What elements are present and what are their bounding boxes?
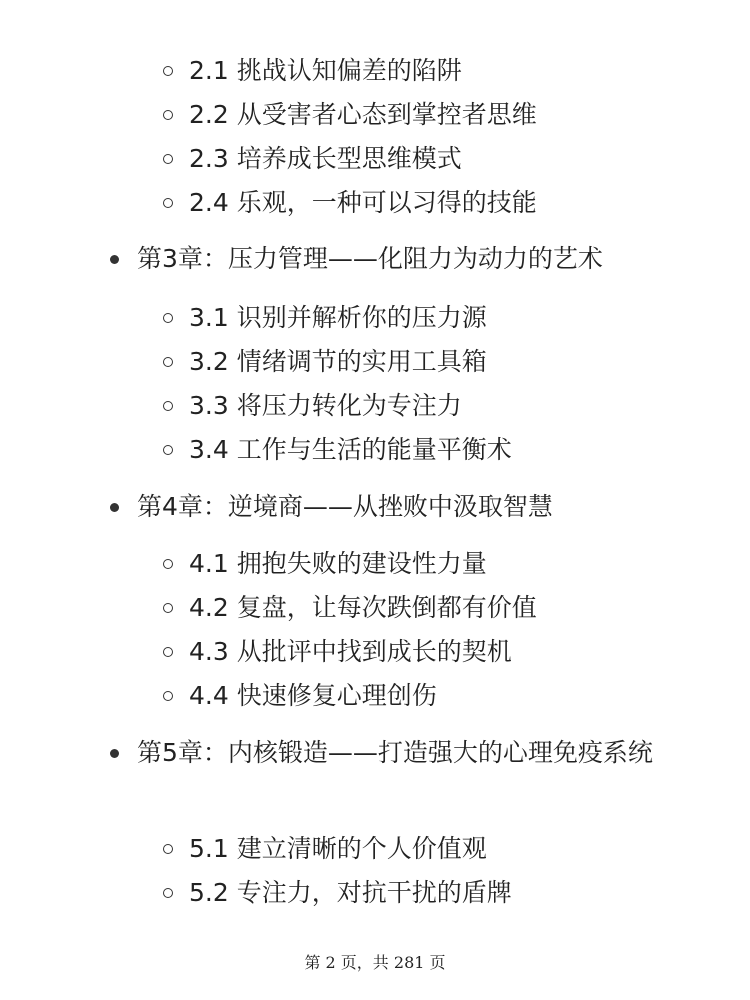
toc-subsection-label: 4.1 拥抱失败的建设性力量 — [189, 549, 487, 578]
toc-subsection-label: 3.1 识别并解析你的压力源 — [189, 303, 487, 332]
hollow-bullet-icon — [163, 603, 173, 613]
toc-subsection-label: 5.2 专注力，对抗干扰的盾牌 — [189, 878, 512, 907]
hollow-bullet-icon — [163, 110, 173, 120]
hollow-bullet-icon — [163, 844, 173, 854]
toc-subsection-2-3 — [163, 142, 462, 176]
toc-subsection-5-2 — [163, 876, 512, 910]
toc-subsection-4-4 — [163, 679, 437, 713]
toc-subsection-3-3 — [163, 389, 462, 423]
toc-subsection-2-1 — [163, 54, 462, 88]
toc-subsection-label: 2.2 从受害者心态到掌控者思维 — [189, 100, 537, 129]
toc-chapter-label: 第3章：压力管理——化阻力为动力的艺术 — [137, 244, 603, 273]
hollow-bullet-icon — [163, 647, 173, 657]
hollow-bullet-icon — [163, 888, 173, 898]
toc-subsection-label: 2.4 乐观，一种可以习得的技能 — [189, 188, 537, 217]
toc-subsection-label: 3.3 将压力转化为专注力 — [189, 391, 462, 420]
hollow-bullet-icon — [163, 445, 173, 455]
filled-bullet-icon — [110, 503, 119, 512]
toc-subsection-label: 2.3 培养成长型思维模式 — [189, 144, 462, 173]
toc-subsection-2-4 — [163, 186, 537, 220]
toc-chapter-3 — [110, 242, 667, 280]
toc-subsection-4-3 — [163, 635, 512, 669]
toc-chapter-label: 第5章：内核锻造——打造强大的心理免疫系统 — [137, 738, 653, 767]
toc-subsection-label: 2.1 挑战认知偏差的陷阱 — [189, 56, 462, 85]
hollow-bullet-icon — [163, 154, 173, 164]
toc-subsection-4-2 — [163, 591, 537, 625]
toc-subsection-label: 3.2 情绪调节的实用工具箱 — [189, 347, 487, 376]
toc-subsection-label: 4.2 复盘，让每次跌倒都有价值 — [189, 593, 537, 622]
toc-chapter-5 — [110, 736, 667, 774]
filled-bullet-icon — [110, 255, 119, 264]
toc-chapter-label: 第4章：逆境商——从挫败中汲取智慧 — [137, 492, 553, 521]
toc-subsection-3-1 — [163, 301, 487, 335]
hollow-bullet-icon — [163, 198, 173, 208]
hollow-bullet-icon — [163, 313, 173, 323]
toc-chapter-4 — [110, 490, 667, 528]
toc-subsection-3-4 — [163, 433, 512, 467]
hollow-bullet-icon — [163, 401, 173, 411]
filled-bullet-icon — [110, 749, 119, 758]
toc-subsection-label: 3.4 工作与生活的能量平衡术 — [189, 435, 512, 464]
hollow-bullet-icon — [163, 66, 173, 76]
toc-subsection-2-2 — [163, 98, 537, 132]
hollow-bullet-icon — [163, 691, 173, 701]
toc-subsection-4-1 — [163, 547, 487, 581]
toc-subsection-3-2 — [163, 345, 487, 379]
toc-subsection-label: 4.3 从批评中找到成长的契机 — [189, 637, 512, 666]
toc-subsection-label: 5.1 建立清晰的个人价值观 — [189, 834, 487, 863]
hollow-bullet-icon — [163, 357, 173, 367]
page-number-footer: 第 2 页，共 281 页 — [304, 953, 446, 972]
toc-subsection-label: 4.4 快速修复心理创伤 — [189, 681, 437, 710]
toc-subsection-5-1 — [163, 832, 487, 866]
hollow-bullet-icon — [163, 559, 173, 569]
